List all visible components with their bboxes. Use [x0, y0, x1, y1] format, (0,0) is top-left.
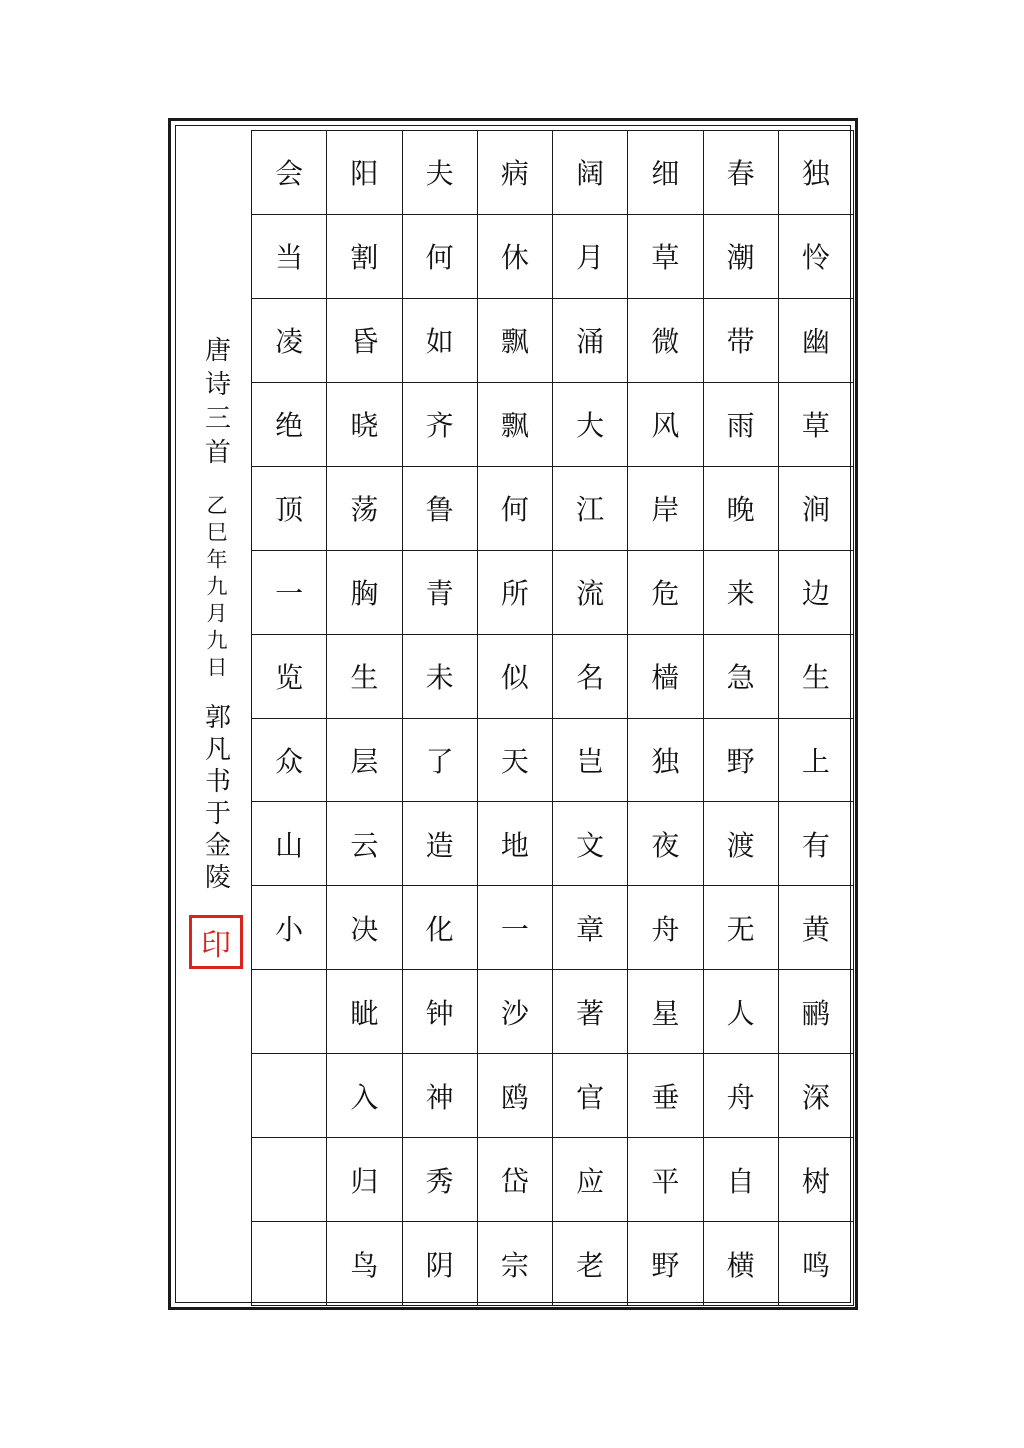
grid-cell: 深: [779, 1054, 854, 1138]
grid-cell: 潮: [704, 215, 779, 299]
grid-cell: 章: [553, 886, 628, 970]
grid-cell: 飘: [478, 383, 553, 467]
grid-cell: 所: [478, 551, 553, 635]
grid-cell: 晓: [327, 383, 402, 467]
grid-cell: [252, 1138, 327, 1222]
grid-cell: 生: [779, 635, 854, 719]
grid-cell: 鸣: [779, 1222, 854, 1306]
grid-cell: 未: [403, 635, 478, 719]
grid-cell: 著: [553, 970, 628, 1054]
colophon-author: 郭凡书于金陵: [200, 703, 231, 895]
grid-cell: 地: [478, 802, 553, 886]
grid-cell: 入: [327, 1054, 402, 1138]
grid-cell: 幽: [779, 299, 854, 383]
grid-cell: 阴: [403, 1222, 478, 1306]
grid-cell: 人: [704, 970, 779, 1054]
grid-cell: 岸: [628, 467, 703, 551]
grid-cell: 应: [553, 1138, 628, 1222]
grid-cell: 飘: [478, 299, 553, 383]
grid-cell: 野: [704, 719, 779, 803]
grid-cell: 休: [478, 215, 553, 299]
grid-cell: 星: [628, 970, 703, 1054]
grid-cell: 顶: [252, 467, 327, 551]
grid-cell: 化: [403, 886, 478, 970]
grid-cell: 月: [553, 215, 628, 299]
grid-cell: 江: [553, 467, 628, 551]
grid-cell: 野: [628, 1222, 703, 1306]
grid-cell: 阳: [327, 131, 402, 215]
grid-cell: 何: [478, 467, 553, 551]
grid-cell: 造: [403, 802, 478, 886]
grid-cell: 决: [327, 886, 402, 970]
grid-cell: 割: [327, 215, 402, 299]
grid-cell: 岱: [478, 1138, 553, 1222]
grid-cell: 宗: [478, 1222, 553, 1306]
colophon: [186, 336, 246, 969]
character-grid: [251, 130, 854, 1306]
grid-cell: 渡: [704, 802, 779, 886]
grid-cell: 秀: [403, 1138, 478, 1222]
grid-cell: 无: [704, 886, 779, 970]
grid-cell: 岂: [553, 719, 628, 803]
grid-cell: 涧: [779, 467, 854, 551]
grid-cell: [252, 1054, 327, 1138]
grid-cell: 细: [628, 131, 703, 215]
grid-cell: 带: [704, 299, 779, 383]
grid-cell: 山: [252, 802, 327, 886]
grid-cell: 垂: [628, 1054, 703, 1138]
grid-cell: 钟: [403, 970, 478, 1054]
grid-cell: 涌: [553, 299, 628, 383]
grid-cell: 层: [327, 719, 402, 803]
grid-cell: 沙: [478, 970, 553, 1054]
grid-cell: 急: [704, 635, 779, 719]
grid-cell: 平: [628, 1138, 703, 1222]
grid-cell: 青: [403, 551, 478, 635]
grid-cell: 文: [553, 802, 628, 886]
grid-cell: 览: [252, 635, 327, 719]
colophon-date: 乙巳年九月九日: [204, 494, 228, 683]
grid-cell: 云: [327, 802, 402, 886]
grid-cell: 风: [628, 383, 703, 467]
grid-cell: 眦: [327, 970, 402, 1054]
grid-cell: 上: [779, 719, 854, 803]
grid-cell: 危: [628, 551, 703, 635]
grid-cell: 一: [252, 551, 327, 635]
grid-cell: 小: [252, 886, 327, 970]
grid-cell: 阔: [553, 131, 628, 215]
grid-cell: 横: [704, 1222, 779, 1306]
grid-cell: 独: [779, 131, 854, 215]
grid-cell: 舟: [628, 886, 703, 970]
grid-cell: 何: [403, 215, 478, 299]
grid-cell: 凌: [252, 299, 327, 383]
grid-cell: 雨: [704, 383, 779, 467]
grid-cell: 舟: [704, 1054, 779, 1138]
grid-cell: 天: [478, 719, 553, 803]
grid-cell: 夜: [628, 802, 703, 886]
grid-cell: 鸟: [327, 1222, 402, 1306]
grid-cell: 名: [553, 635, 628, 719]
grid-cell: 鹂: [779, 970, 854, 1054]
grid-cell: 草: [628, 215, 703, 299]
grid-cell: 独: [628, 719, 703, 803]
grid-cell: 草: [779, 383, 854, 467]
grid-cell: 齐: [403, 383, 478, 467]
red-seal-stamp: 印: [189, 915, 243, 969]
grid-cell: 来: [704, 551, 779, 635]
grid-cell: 似: [478, 635, 553, 719]
grid-cell: 流: [553, 551, 628, 635]
colophon-title: 唐诗三首: [200, 336, 231, 472]
grid-cell: 众: [252, 719, 327, 803]
grid-cell: 如: [403, 299, 478, 383]
grid-cell: 微: [628, 299, 703, 383]
grid-cell: 自: [704, 1138, 779, 1222]
grid-cell: 一: [478, 886, 553, 970]
grid-cell: 老: [553, 1222, 628, 1306]
grid-cell: 边: [779, 551, 854, 635]
grid-cell: 生: [327, 635, 402, 719]
grid-cell: 胸: [327, 551, 402, 635]
grid-cell: 夫: [403, 131, 478, 215]
grid-cell: 归: [327, 1138, 402, 1222]
grid-cell: 神: [403, 1054, 478, 1138]
grid-cell: 有: [779, 802, 854, 886]
grid-cell: 鸥: [478, 1054, 553, 1138]
inner-border: [175, 125, 851, 1303]
grid-cell: 会: [252, 131, 327, 215]
grid-cell: 怜: [779, 215, 854, 299]
grid-cell: 病: [478, 131, 553, 215]
grid-cell: 晚: [704, 467, 779, 551]
calligraphy-sheet: [168, 118, 858, 1310]
grid-cell: 春: [704, 131, 779, 215]
grid-cell: 鲁: [403, 467, 478, 551]
grid-cell: 了: [403, 719, 478, 803]
grid-cell: 黄: [779, 886, 854, 970]
grid-cell: 昏: [327, 299, 402, 383]
grid-cell: 荡: [327, 467, 402, 551]
grid-cell: 当: [252, 215, 327, 299]
grid-cell: [252, 1222, 327, 1306]
grid-cell: 大: [553, 383, 628, 467]
grid-cell: 官: [553, 1054, 628, 1138]
grid-cell: 树: [779, 1138, 854, 1222]
grid-cell: 樯: [628, 635, 703, 719]
grid-cell: [252, 970, 327, 1054]
grid-cell: 绝: [252, 383, 327, 467]
